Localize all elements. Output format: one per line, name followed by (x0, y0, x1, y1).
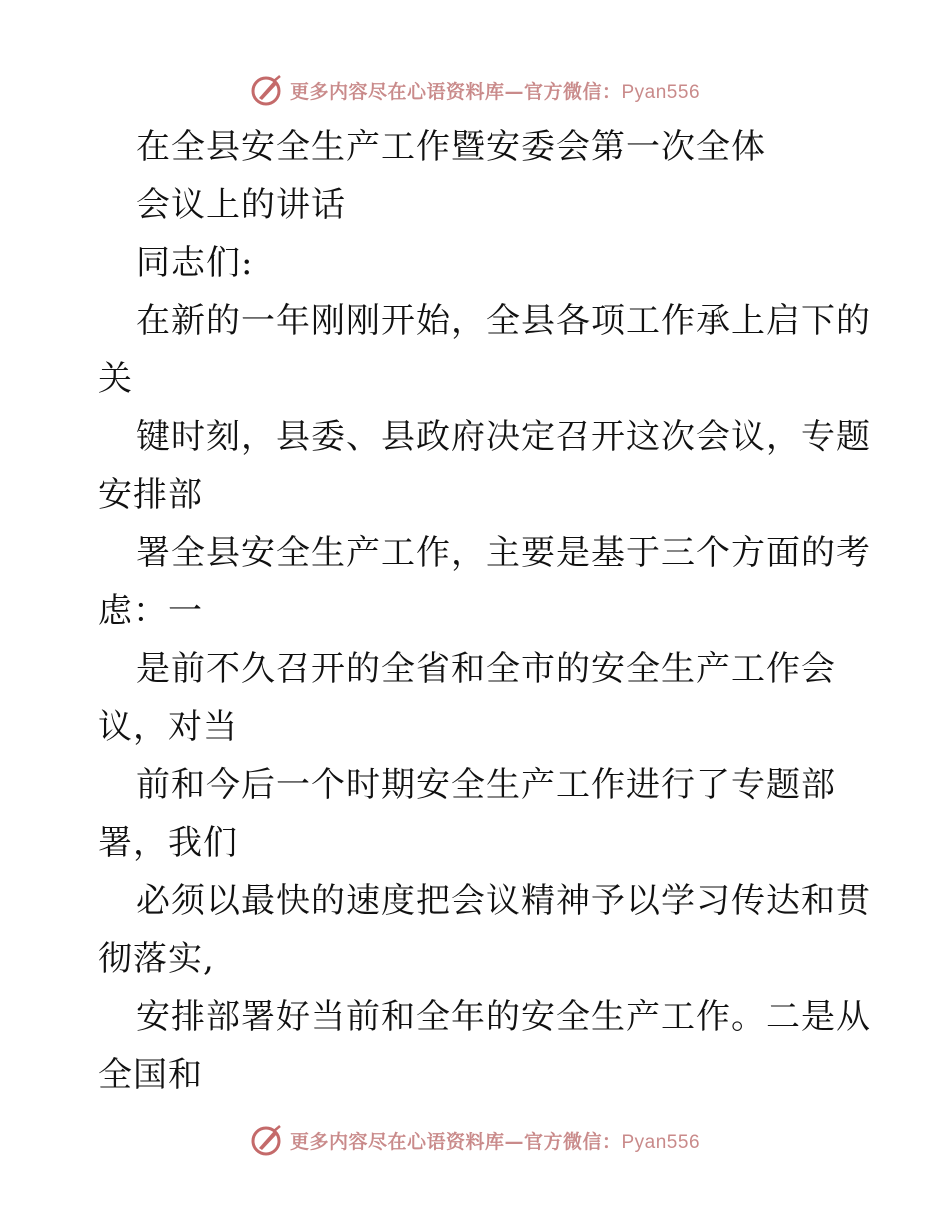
paragraph-line: 议，对当 (98, 707, 238, 747)
paragraph-line: 彻落实, (98, 939, 215, 979)
paragraph-line: 虑：一 (98, 591, 203, 631)
paragraph-line: 安排部 (98, 475, 203, 515)
paragraph-line: 署全县安全生产工作，主要是基于三个方面的考 (136, 533, 871, 573)
paragraph-line: 前和今后一个时期安全生产工作进行了专题部 (136, 765, 836, 805)
paragraph-line: 必须以最快的速度把会议精神予以学习传达和贯 (136, 881, 871, 921)
paragraph-line: 全国和 (98, 1055, 203, 1095)
watermark-text: 更多内容尽在心语资料库—官方微信：Pyan556 (289, 1130, 701, 1153)
document-title-line: 会议上的讲话 (136, 185, 346, 225)
paragraph-line: 是前不久召开的全省和全市的安全生产工作会 (136, 649, 836, 689)
document-body (98, 118, 871, 1104)
header-watermark (0, 70, 950, 110)
paragraph-line: 在新的一年刚刚开始，全县各项工作承上启下的 (136, 301, 871, 341)
quill-pen-logo-icon (250, 73, 284, 107)
paragraph-line: 键时刻，县委、县政府决定召开这次会议，专题 (136, 417, 871, 457)
paragraph-line: 安排部署好当前和全年的安全生产工作。二是从 (136, 997, 871, 1037)
paragraph-line: 署，我们 (98, 823, 238, 863)
salutation: 同志们: (136, 243, 254, 283)
quill-pen-logo-icon (250, 1123, 284, 1157)
paragraph-line: 关 (98, 359, 133, 399)
footer-watermark (0, 1120, 950, 1160)
watermark-text: 更多内容尽在心语资料库—官方微信：Pyan556 (289, 80, 701, 103)
document-title-line: 在全县安全生产工作暨安委会第一次全体 (136, 127, 766, 167)
